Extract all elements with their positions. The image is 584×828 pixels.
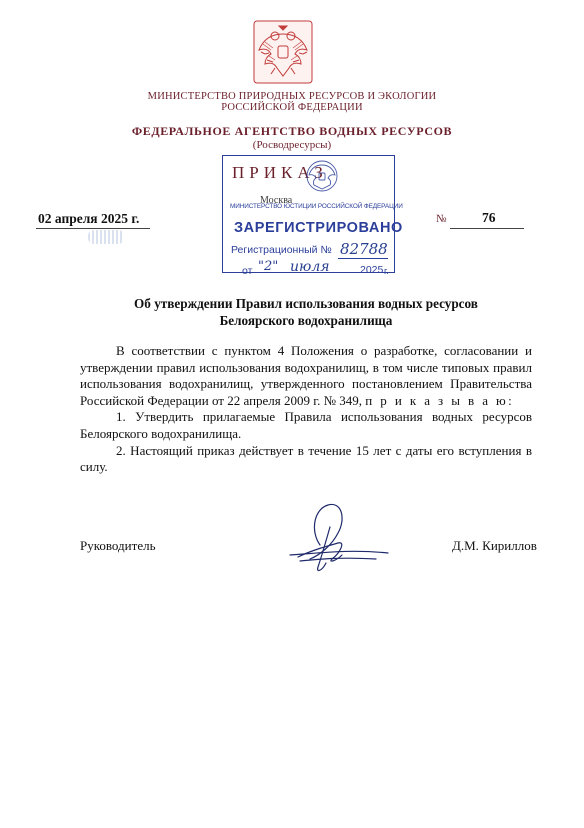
stamp-year: 2025 <box>360 264 384 276</box>
body-preamble <box>80 343 532 409</box>
document-type-title: ПРИКАЗ <box>232 163 328 182</box>
order-date: 02 апреля 2025 г. <box>38 211 140 226</box>
stamp-year-suffix: г. <box>384 266 389 276</box>
stamp-status: ЗАРЕГИСТРИРОВАНО <box>234 220 403 236</box>
agency-short-name: (Росводресурсы) <box>252 139 332 151</box>
handwritten-signature <box>280 497 390 579</box>
stamp-eagle-icon <box>304 159 340 193</box>
stamp-registration-number: 82788 <box>340 240 388 258</box>
ministry-name-line1: МИНИСТЕРСТВО ПРИРОДНЫХ РЕСУРСОВ И ЭКОЛОГИИ <box>147 91 437 102</box>
body-item-2: 2. Настоящий приказ действует в течение 15 лет с даты его вступления в силу. <box>80 442 532 475</box>
stamp-day: "2" <box>258 259 279 274</box>
agency-name: ФЕДЕРАЛЬНОЕ АГЕНТСТВО ВОДНЫХ РЕСУРСОВ <box>131 124 453 138</box>
ministry-name-line2: РОССИЙСКОЙ ФЕДЕРАЦИИ <box>221 102 363 113</box>
command-word: п р и к а з ы в а ю: <box>365 392 515 408</box>
order-body <box>80 343 532 476</box>
stamp-date-prefix: от <box>242 265 253 277</box>
stamp-month: июля <box>290 259 330 275</box>
preamble-text: В соответствии с пунктом 4 Положения о разработке, согласовании и утверждении правил использования водохранилищ, в том числе типовых правил использования водохранилищ, утвержденного постановлением Правительства Российской Федерации от 22 апреля 2009 г. № 349, <box>80 343 532 408</box>
number-underline <box>450 228 524 229</box>
order-title-line2: Белоярского водохранилища <box>219 312 393 328</box>
order-number: 76 <box>482 210 496 225</box>
signatory-name: Д.М. Кириллов <box>452 538 537 553</box>
stamp-number-underline <box>338 258 388 259</box>
faint-stamp-mark <box>88 230 124 244</box>
stamp-ministry: МИНИСТЕРСТВО ЮСТИЦИИ РОССИЙСКОЙ ФЕДЕРАЦИИ <box>230 203 403 210</box>
signatory-role: Руководитель <box>80 538 156 553</box>
number-sign: № <box>436 213 447 225</box>
order-city: Москва <box>260 195 293 206</box>
order-title-line1: Об утверждении Правил использования водных ресурсов <box>134 296 478 311</box>
order-title <box>80 296 532 329</box>
stamp-registration-label: Регистрационный № <box>231 244 332 256</box>
date-underline <box>36 228 150 229</box>
body-item-1: 1. Утвердить прилагаемые Правила использования водных ресурсов Белоярского водохранилища. <box>80 409 532 441</box>
coat-of-arms-emblem <box>253 20 313 84</box>
